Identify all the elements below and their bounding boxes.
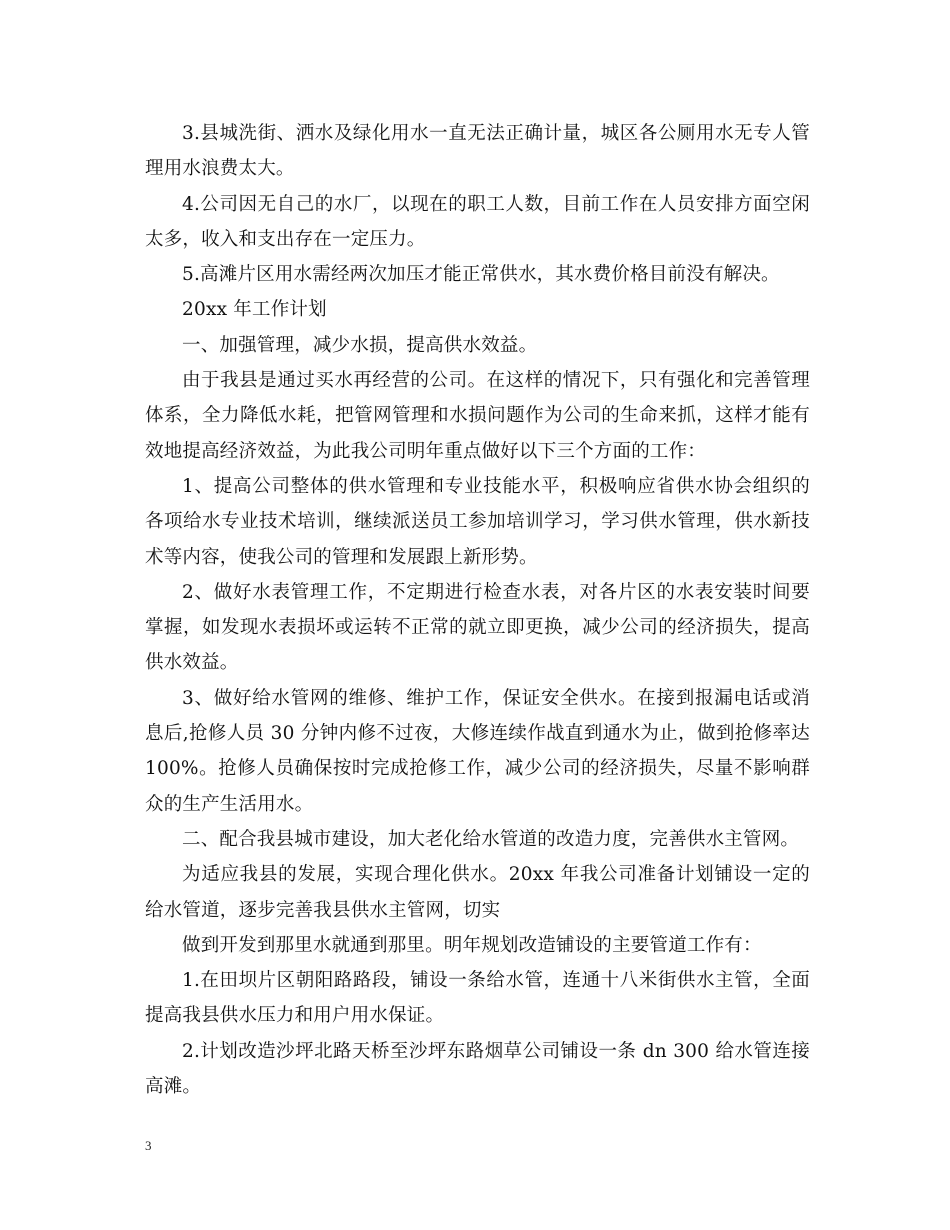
- paragraph: 做到开发到那里水就通到那里。明年规划改造铺设的主要管道工作有：: [182, 934, 762, 956]
- paragraph: 由于我县是通过买水再经营的公司。在这样的情况下，只有强化和完善管理体系，全力降低水耗，把管网管理和水损问题作为公司的生命来抓，这样才能有效地提高经济效益，为此我公司明年重点做好以下三个方面的工作：: [145, 370, 810, 462]
- paragraph: 3.县城洗街、洒水及绿化用水一直无法正确计量，城区各公厕用水无专人管理用水浪费太大。: [145, 123, 810, 180]
- section-heading: 20xx 年工作计划: [182, 299, 327, 321]
- paragraph: 1、提高公司整体的供水管理和专业技能水平，积极响应省供水协会组织的各项给水专业技术培训，继续派送员工参加培训学习，学习供水管理，供水新技术等内容，使我公司的管理和发展跟上新形势。: [145, 475, 810, 568]
- paragraph: 为适应我县的发展，实现合理化供水。20xx 年我公司准备计划铺设一定的给水管道，逐步完善我县供水主管网，切实: [145, 864, 810, 921]
- paragraph: 2.计划改造沙坪北路天桥至沙坪东路烟草公司铺设一条 dn 300 给水管连接高滩。: [145, 1040, 810, 1098]
- paragraph: 4.公司因无自己的水厂，以现在的职工人数，目前工作在人员安排方面空闲太多，收入和支出存在一定压力。: [145, 193, 810, 250]
- paragraph: 2、做好水表管理工作，不定期进行检查水表，对各片区的水表安装时间要掌握，如发现水表损坏或运转不正常的就立即更换，减少公司的经济损失，提高供水效益。: [145, 581, 810, 674]
- page-number: 3: [145, 1138, 152, 1153]
- paragraph: 1.在田坝片区朝阳路路段，铺设一条给水管，连通十八米街供水主管，全面提高我县供水压力和用户用水保证。: [145, 970, 810, 1027]
- section-heading: 二、配合我县城市建设，加大老化给水管道的改造力度，完善供水主管网。: [182, 828, 800, 850]
- section-heading: 一、加强管理，减少水损，提高供水效益。: [182, 334, 538, 356]
- paragraph: 3、做好给水管网的维修、维护工作，保证安全供水。在接到报漏电话或消息后,抢修人员 30 分钟内修不过夜，大修连续作战直到通水为止，做到抢修率达100%。抢修人员确保按时完成抢修工作，减少公司的经济损失，尽量不影响群众的生产生活用水。: [145, 687, 810, 815]
- paragraph: 5.高滩片区用水需经两次加压才能正常供水，其水费价格目前没有解决。: [182, 264, 780, 286]
- document-body: [145, 116, 810, 1104]
